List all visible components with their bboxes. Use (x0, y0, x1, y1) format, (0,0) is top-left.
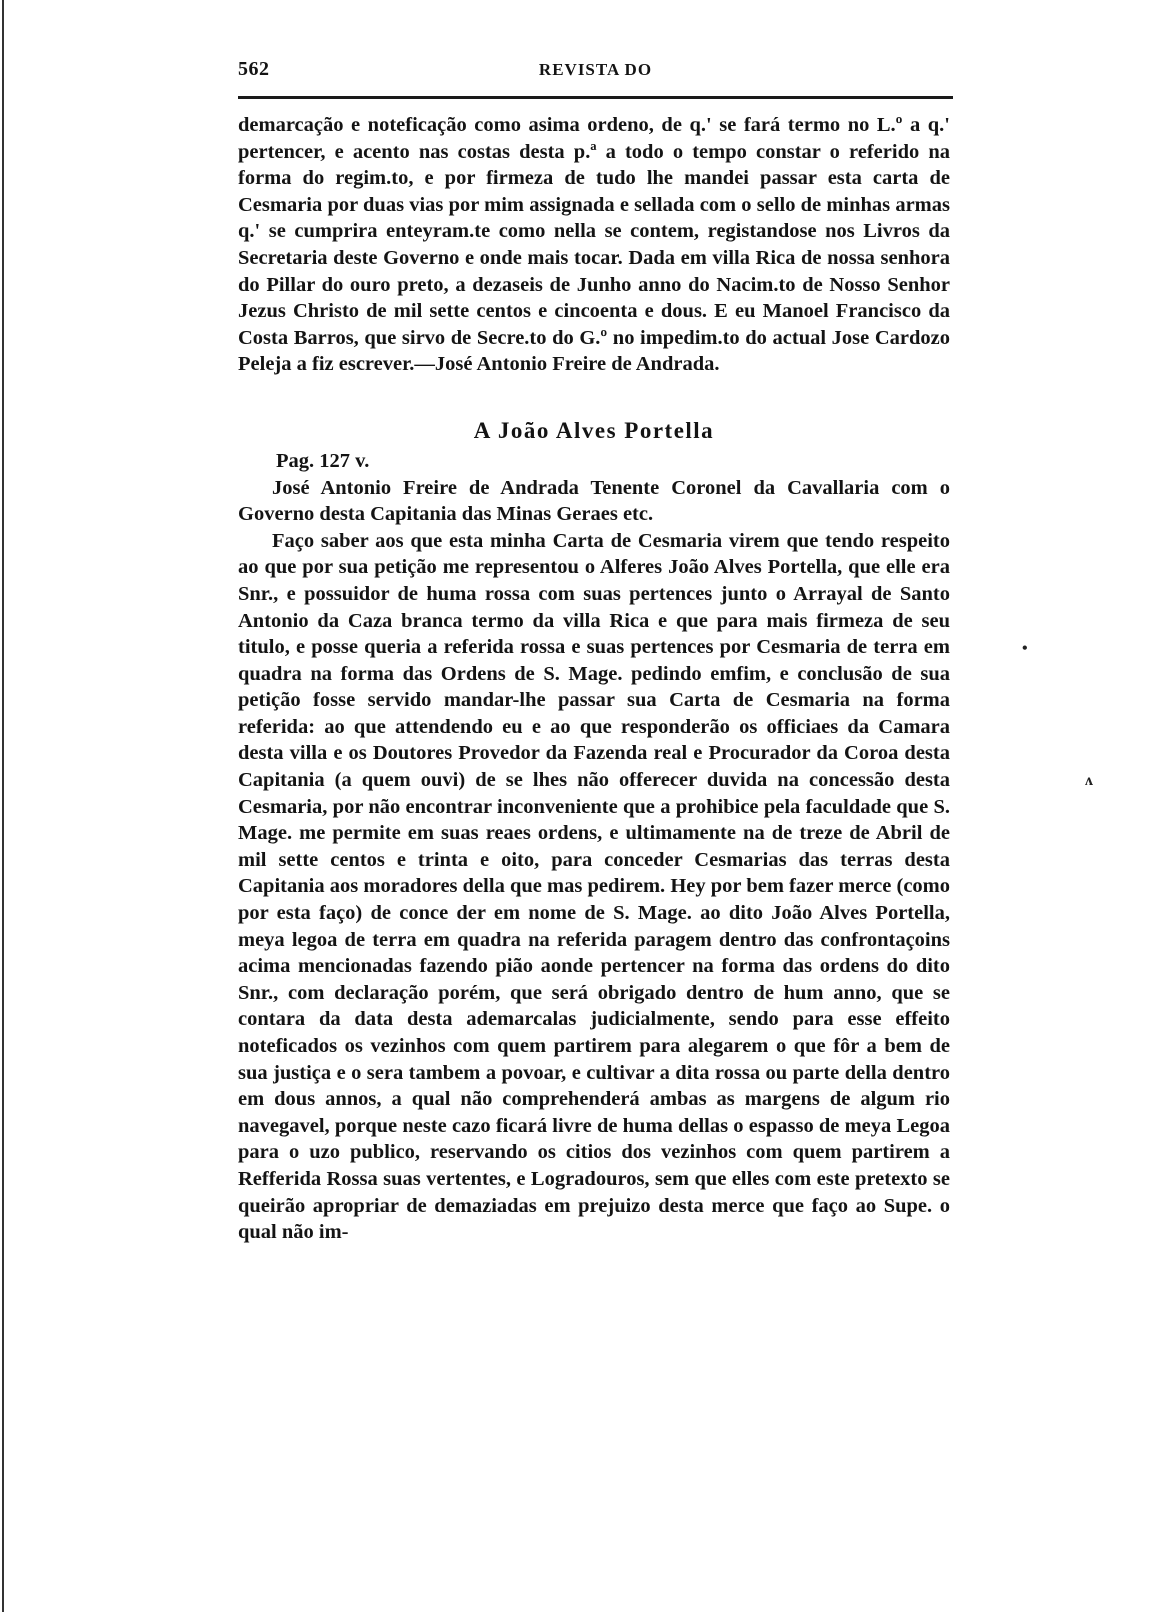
paragraph-continuation: demarcação e noteficação como asima ordeno, de q.' se fará termo no L.º a q.' pertencer, e acento nas costas desta p.ª a todo o tempo constar o referido na forma do regim.to, e por firmeza de tudo lhe mandei passar esta carta de Cesmaria por duas vias por mim assignada e sellada com o sello de minhas armas q.' se cumprira enteyram.te como nella se contem, registandose nos Livros da Secretaria deste Governo e onde mais tocar. Dada em villa Rica de nossa senhora do Pillar do ouro preto, a dezaseis de Junho anno do Nacim.to de Nosso Senhor Jezus Christo de mil sette centos e cincoenta e dous. E eu Manoel Francisco da Costa Barros, que sirvo de Secre.to do G.º no impedim.to do actual Jose Cardozo Peleja a fiz escrever.—José Antonio Freire de Andrada. (238, 114, 950, 376)
section-title: A João Alves Portella (473, 417, 715, 443)
page-header (238, 58, 953, 94)
margin-mark-caret: ʌ (1085, 772, 1093, 789)
page-reference: Pag. 127 v. (276, 449, 370, 472)
page-number: 562 (238, 58, 270, 80)
paragraph-intro: José Antonio Freire de Andrada Tenente Coronel da Cavallaria com o Governo desta Capitania das Minas Geraes etc. (238, 476, 950, 526)
page-edge-line (2, 0, 4, 1612)
page-body (238, 112, 950, 1246)
header-rule (238, 96, 953, 99)
paragraph-main: Faço saber aos que esta minha Carta de Cesmaria virem que tendo respeito ao que por sua petição me representou o Alferes João Alves Portella, que elle era Snr., e possuidor de huma rossa com suas pertences junto o Arrayal de Santo Antonio da Caza branca termo da villa Rica e que para mais firmeza de seu titulo, e posse queria a referida rossa e suas pertences por Cesmaria de terra em quadra na forma das Ordens de S. Mage. pedindo emfim, e conclusão de sua petição fosse servido mandar-lhe passar sua Carta de Cesmaria na forma referida: ao que attendendo eu e ao que responderão os officiaes da Camara desta villa e os Doutores Provedor da Fazenda real e Procurador da Coroa desta Capitania (a quem ouvi) de se lhes não offerecer duvida na concessão desta Cesmaria, por não encontrar inconveniente que a prohibice pela faculdade que S. Mage. me permite em suas reaes ordens, e ultimamente na de treze de Abril de mil sette centos e trinta e oito, para conceder Cesmarias das terras desta Capitania aos moradores della que mas pedirem. Hey por bem fazer merce (como por esta faço) de conce der em nome de S. Mage. ao dito João Alves Portella, meya legoa de terra em quadra na referida paragem dentro das confrontaçoins acima mencionadas fazendo pião aonde pertencer na forma das ordens do dito Snr., com declaração porém, que será obrigado dentro de hum anno, que se contara da data desta ademarcalas judicialmente, sendo para esse effeito noteficados os vezinhos com quem partirem para alegarem o que fôr a bem de sua justiça e o sera tambem a povoar, e cultivar a dita rossa ou parte della dentro em dous annos, a qual não comprehenderá ambas as margens de algum rio navegavel, porque neste cazo ficará livre de huma dellas o espasso de meya Legoa para o uzo publico, reservando os citios dos vezinhos com quem partirem a Refferida Rossa suas vertentes, e Logradouros, sem que elles com este pretexto se queirão apropriar de demaziadas em prejuizo desta merce que faço ao Supe. o qual não im- (238, 529, 950, 1244)
running-head: REVISTA DO (538, 60, 653, 79)
margin-mark-dot: • (1022, 640, 1028, 657)
